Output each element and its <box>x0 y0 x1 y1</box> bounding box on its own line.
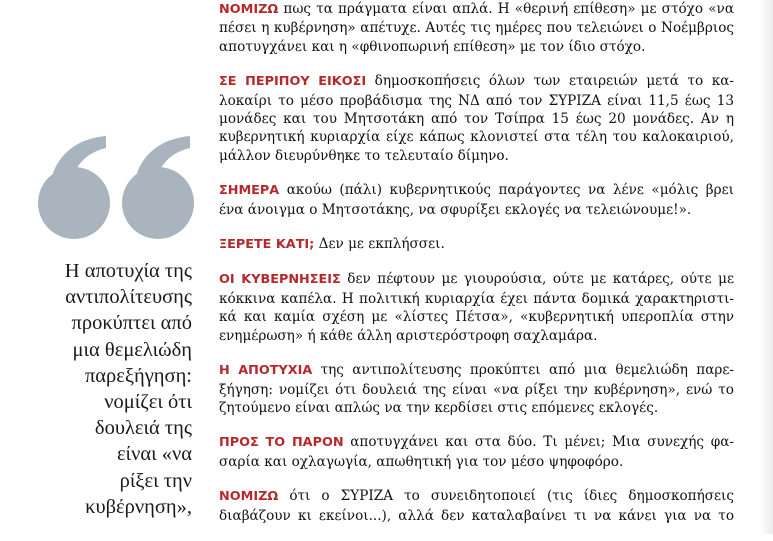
paragraph-line: ένα άνοιγμα ο Μητσοτάκης, να σφυρίξει εκλογές να τελειώνουμε!». <box>219 201 692 218</box>
paragraph-line: Η ΑΠΟΤΥΧΙΑ της αντιπολίτευσης προκύπτει από μια θεμελιώδη παρε- <box>219 362 734 379</box>
article-paragraph <box>219 270 734 345</box>
article-paragraph <box>219 487 734 525</box>
paragraph-lead: ΣΕ ΠΕΡΙΠΟΥ ΕΙΚΟΣΙ <box>219 74 367 90</box>
paragraph-lead: ΝΟΜΙΖΩ <box>219 2 279 17</box>
paragraph-lead: ΝΟΜΙΖΩ <box>219 489 279 505</box>
pull-quote-line: δουλειά της <box>94 417 192 440</box>
article-paragraph <box>219 72 734 165</box>
paragraph-line: ΣΗΜΕΡΑ ακούω (πάλι) κυβερνητικούς παράγοντες να λένε «μόλις βρει <box>219 182 734 199</box>
pull-quote-line: νομίζει ότι <box>104 391 192 414</box>
paragraph-line: κυβερνητική κυριαρχία είχε κάπως κλονιστεί στα τέλη του καλοκαιριού, <box>219 129 734 146</box>
pull-quote-line: κυβέρνηση», <box>85 495 192 518</box>
article-paragraph <box>219 181 734 219</box>
paragraph-line: κόκκινα καπέλα. Η πολιτική κυριαρχία έχει πάντα δομικά χαρακτηριστι- <box>219 290 734 307</box>
pull-quote-line: ρίξει την <box>119 469 192 492</box>
pull-quote-line: παρεξήγηση: <box>84 364 192 387</box>
paragraph-lead: Η ΑΠΟΤΥΧΙΑ <box>219 363 313 379</box>
paragraph-line: ΝΟΜΙΖΩ πως τα πράγματα είναι απλά. Η «θερινή επίθεση» με στόχο «να <box>219 1 734 17</box>
page-edge-shadow <box>759 0 773 534</box>
paragraph-line: μονάδες και του Μητσοτάκη από τον Τσίπρα 15 έως 20 μονάδες. Αν η <box>219 111 734 128</box>
column-divider <box>210 0 211 534</box>
pull-quote-sidebar <box>0 0 205 534</box>
article-paragraph <box>219 0 734 56</box>
pull-quote-line: μια θεμελιώδη <box>72 338 192 361</box>
paragraph-lead: ΠΡΟΣ ΤΟ ΠΑΡΟΝ <box>219 435 344 451</box>
paragraph-line: ξήγηση: νομίζει ότι δουλειά της είναι «να ρίξει την κυβέρνηση», ενώ το <box>219 381 734 398</box>
paragraph-line: ζητούμενο είναι απλώς να την κερδίσει στις επόμενες εκλογές. <box>219 399 659 416</box>
paragraph-line: σαρία και οχλαγωγία, απωθητική για τον μέσο ψηφοφόρο. <box>219 453 624 470</box>
paragraph-line: λοκαίρι το μέσο προβάδισμα της ΝΔ από τον ΣΥΡΙΖΑ είναι 11,5 έως 13 <box>219 92 734 109</box>
pull-quote-line: είναι «να <box>116 443 192 466</box>
article-body <box>219 0 734 541</box>
article-paragraph <box>219 361 734 417</box>
paragraph-line: διαβάζουν κι εκείνοι...), αλλά δεν καταλαβαίνει τι να κάνει για να το <box>219 507 734 524</box>
quotation-marks-icon <box>36 132 201 242</box>
paragraph-line: ΣΕ ΠΕΡΙΠΟΥ ΕΙΚΟΣΙ δημοσκοπήσεις όλων των εταιρειών μετά το κα- <box>219 73 734 90</box>
pull-quote <box>22 258 192 520</box>
paragraph-lead: ΞΕΡΕΤΕ ΚΑΤΙ; <box>219 237 315 253</box>
paragraph-lead: ΣΗΜΕΡΑ <box>219 183 280 199</box>
pull-quote-line: Η αποτυχία της <box>64 260 192 282</box>
pull-quote-line: προκύπτει από <box>71 312 192 335</box>
paragraph-line: ΞΕΡΕΤΕ ΚΑΤΙ; Δεν με εκπλήσσει. <box>219 236 445 253</box>
paragraph-line: πέσει η κυβέρνηση» απέτυχε. Αυτές τις ημέρες που τελειώνει ο Νοέμβριος <box>219 20 734 37</box>
paragraph-line: ΟΙ ΚΥΒΕΡΝΗΣΕΙΣ δεν πέφτουν με γιουρούσια, ούτε με κατάρες, ούτε με <box>219 271 734 288</box>
article-paragraph <box>219 235 734 254</box>
paragraph-line: ΠΡΟΣ ΤΟ ΠΑΡΟΝ αποτυγχάνει και στα δύο. Τι μένει; Μια συνεχής φα- <box>219 434 735 451</box>
pull-quote-line: αντιπολίτευσης <box>65 286 192 309</box>
paragraph-line: ενημέρωση» ή κάθε άλλη αριστερόστροφη σαχλαμάρα. <box>219 327 598 344</box>
paragraph-lead: ΟΙ ΚΥΒΕΡΝΗΣΕΙΣ <box>219 272 341 288</box>
paragraph-line: ΝΟΜΙΖΩ ότι ο ΣΥΡΙΖΑ το συνειδητοποιεί (τις ίδιες δημοσκοπήσεις <box>219 488 734 505</box>
paragraph-line: μάλλον διευρύνθηκε το τελευταίο δίμηνο. <box>219 147 509 164</box>
paragraph-line: κά και καμία σχέση με «λίστες Πέτσα», «κυβερνητική υπεροπλία στην <box>219 309 734 326</box>
article-paragraph <box>219 433 734 471</box>
paragraph-line: αποτυγχάνει και η «φθινοπωρινή επίθεση» με τον ίδιο στόχο. <box>219 38 646 55</box>
